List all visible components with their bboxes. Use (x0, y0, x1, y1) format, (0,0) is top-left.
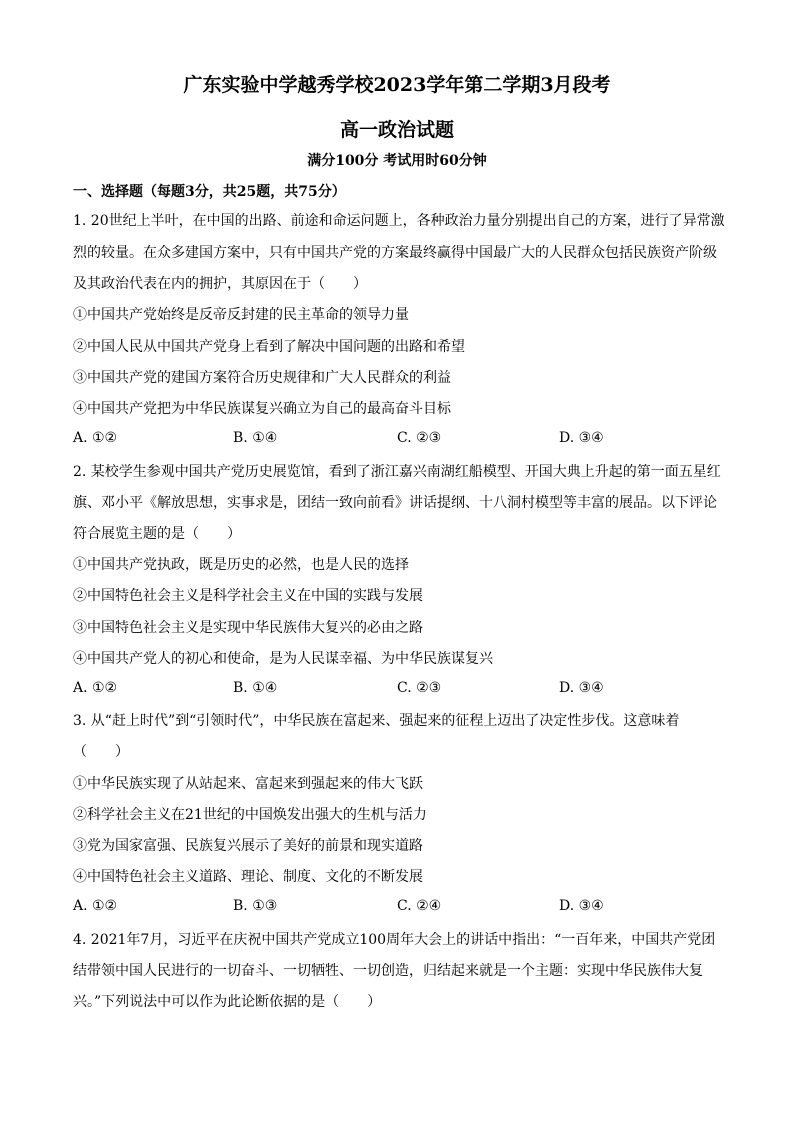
option-c: C. ②③ (397, 680, 442, 696)
question-stem-line: 3. 从“赶上时代”到“引领时代”，中华民族在富起来、强起来的征程上迈出了决定性步伐。这意味着 (73, 713, 680, 729)
exam-info: 满分100分 考试用时60分钟 (307, 153, 487, 169)
option-a: A. ①② (73, 430, 118, 446)
option-d: D. ③④ (559, 898, 604, 914)
option-c: C. ②③ (397, 430, 442, 446)
question-stem-line: 旗、邓小平《解放思想，实事求是，团结一致向前看》讲话提纲、十八洞村模型等丰富的展品。以下评论 (73, 495, 717, 511)
statement-item: ④中国共产党把为中华民族谋复兴确立为自己的最高奋斗目标 (73, 401, 451, 417)
statement-item: ②科学社会主义在21世纪的中国焕发出强大的生机与活力 (73, 807, 427, 823)
answer-options (73, 680, 733, 700)
option-d: D. ③④ (559, 680, 604, 696)
statement-item: ④中国共产党人的初心和使命，是为人民谋幸福、为中华民族谋复兴 (73, 651, 493, 667)
question-stem-line: 烈的较量。在众多建国方案中，只有中国共产党的方案最终赢得中国最广大的人民群众包括民族资产阶级 (73, 245, 717, 261)
option-b: B. ①④ (233, 430, 278, 446)
question-stem-line: 1. 20世纪上半叶，在中国的出路、前途和命运问题上，各种政治力量分别提出自己的方案，进行了异常激 (73, 213, 725, 229)
exam-subtitle: 高一政治试题 (339, 119, 454, 141)
question-stem-line: 及其政治代表在内的拥护，其原因在于（ ） (73, 276, 367, 292)
statement-item: ②中国人民从中国共产党身上看到了解决中国问题的出路和希望 (73, 339, 465, 355)
option-a: A. ①② (73, 898, 118, 914)
question-stem-line: 4. 2021年7月，习近平在庆祝中国共产党成立100周年大会上的讲话中指出：“一百年来，中国共产党团 (73, 932, 716, 948)
statement-item: ③中国特色社会主义是实现中华民族伟大复兴的必由之路 (73, 620, 423, 636)
statement-item: ①中国共产党始终是反帝反封建的民主革命的领导力量 (73, 307, 409, 323)
statement-item: ②中国特色社会主义是科学社会主义在中国的实践与发展 (73, 588, 423, 604)
option-c: C. ②④ (397, 898, 442, 914)
question-stem-line: 2. 某校学生参观中国共产党历史展览馆，看到了浙江嘉兴南湖红船模型、开国大典上升起的第一面五星红 (73, 464, 721, 480)
section-heading: 一、选择题（每题3分，共25题，共75分） (73, 184, 346, 200)
answer-options (73, 898, 733, 918)
question-stem-line: 结带领中国人民进行的一切奋斗、一切牺牲、一切创造，归结起来就是一个主题：实现中华民族伟大复 (73, 963, 703, 979)
question-stem-line: （ ） (73, 744, 129, 760)
statement-item: ①中国共产党执政，既是历史的必然，也是人民的选择 (73, 557, 409, 573)
statement-item: ④中国特色社会主义道路、理论、制度、文化的不断发展 (73, 869, 423, 885)
option-d: D. ③④ (559, 430, 604, 446)
exam-title: 广东实验中学越秀学校2023学年第二学期3月段考 (183, 74, 611, 96)
option-a: A. ①② (73, 680, 118, 696)
statement-item: ①中华民族实现了从站起来、富起来到强起来的伟大飞跃 (73, 776, 423, 792)
statement-item: ③党为国家富强、民族复兴展示了美好的前景和现实道路 (73, 838, 423, 854)
statement-item: ③中国共产党的建国方案符合历史规律和广大人民群众的利益 (73, 370, 451, 386)
question-stem-line: 符合展览主题的是（ ） (73, 526, 241, 542)
question-stem-line: 兴。”下列说法中可以作为此论断依据的是（ ） (73, 994, 382, 1010)
answer-options (73, 430, 733, 450)
option-b: B. ①③ (233, 898, 278, 914)
option-b: B. ①④ (233, 680, 278, 696)
